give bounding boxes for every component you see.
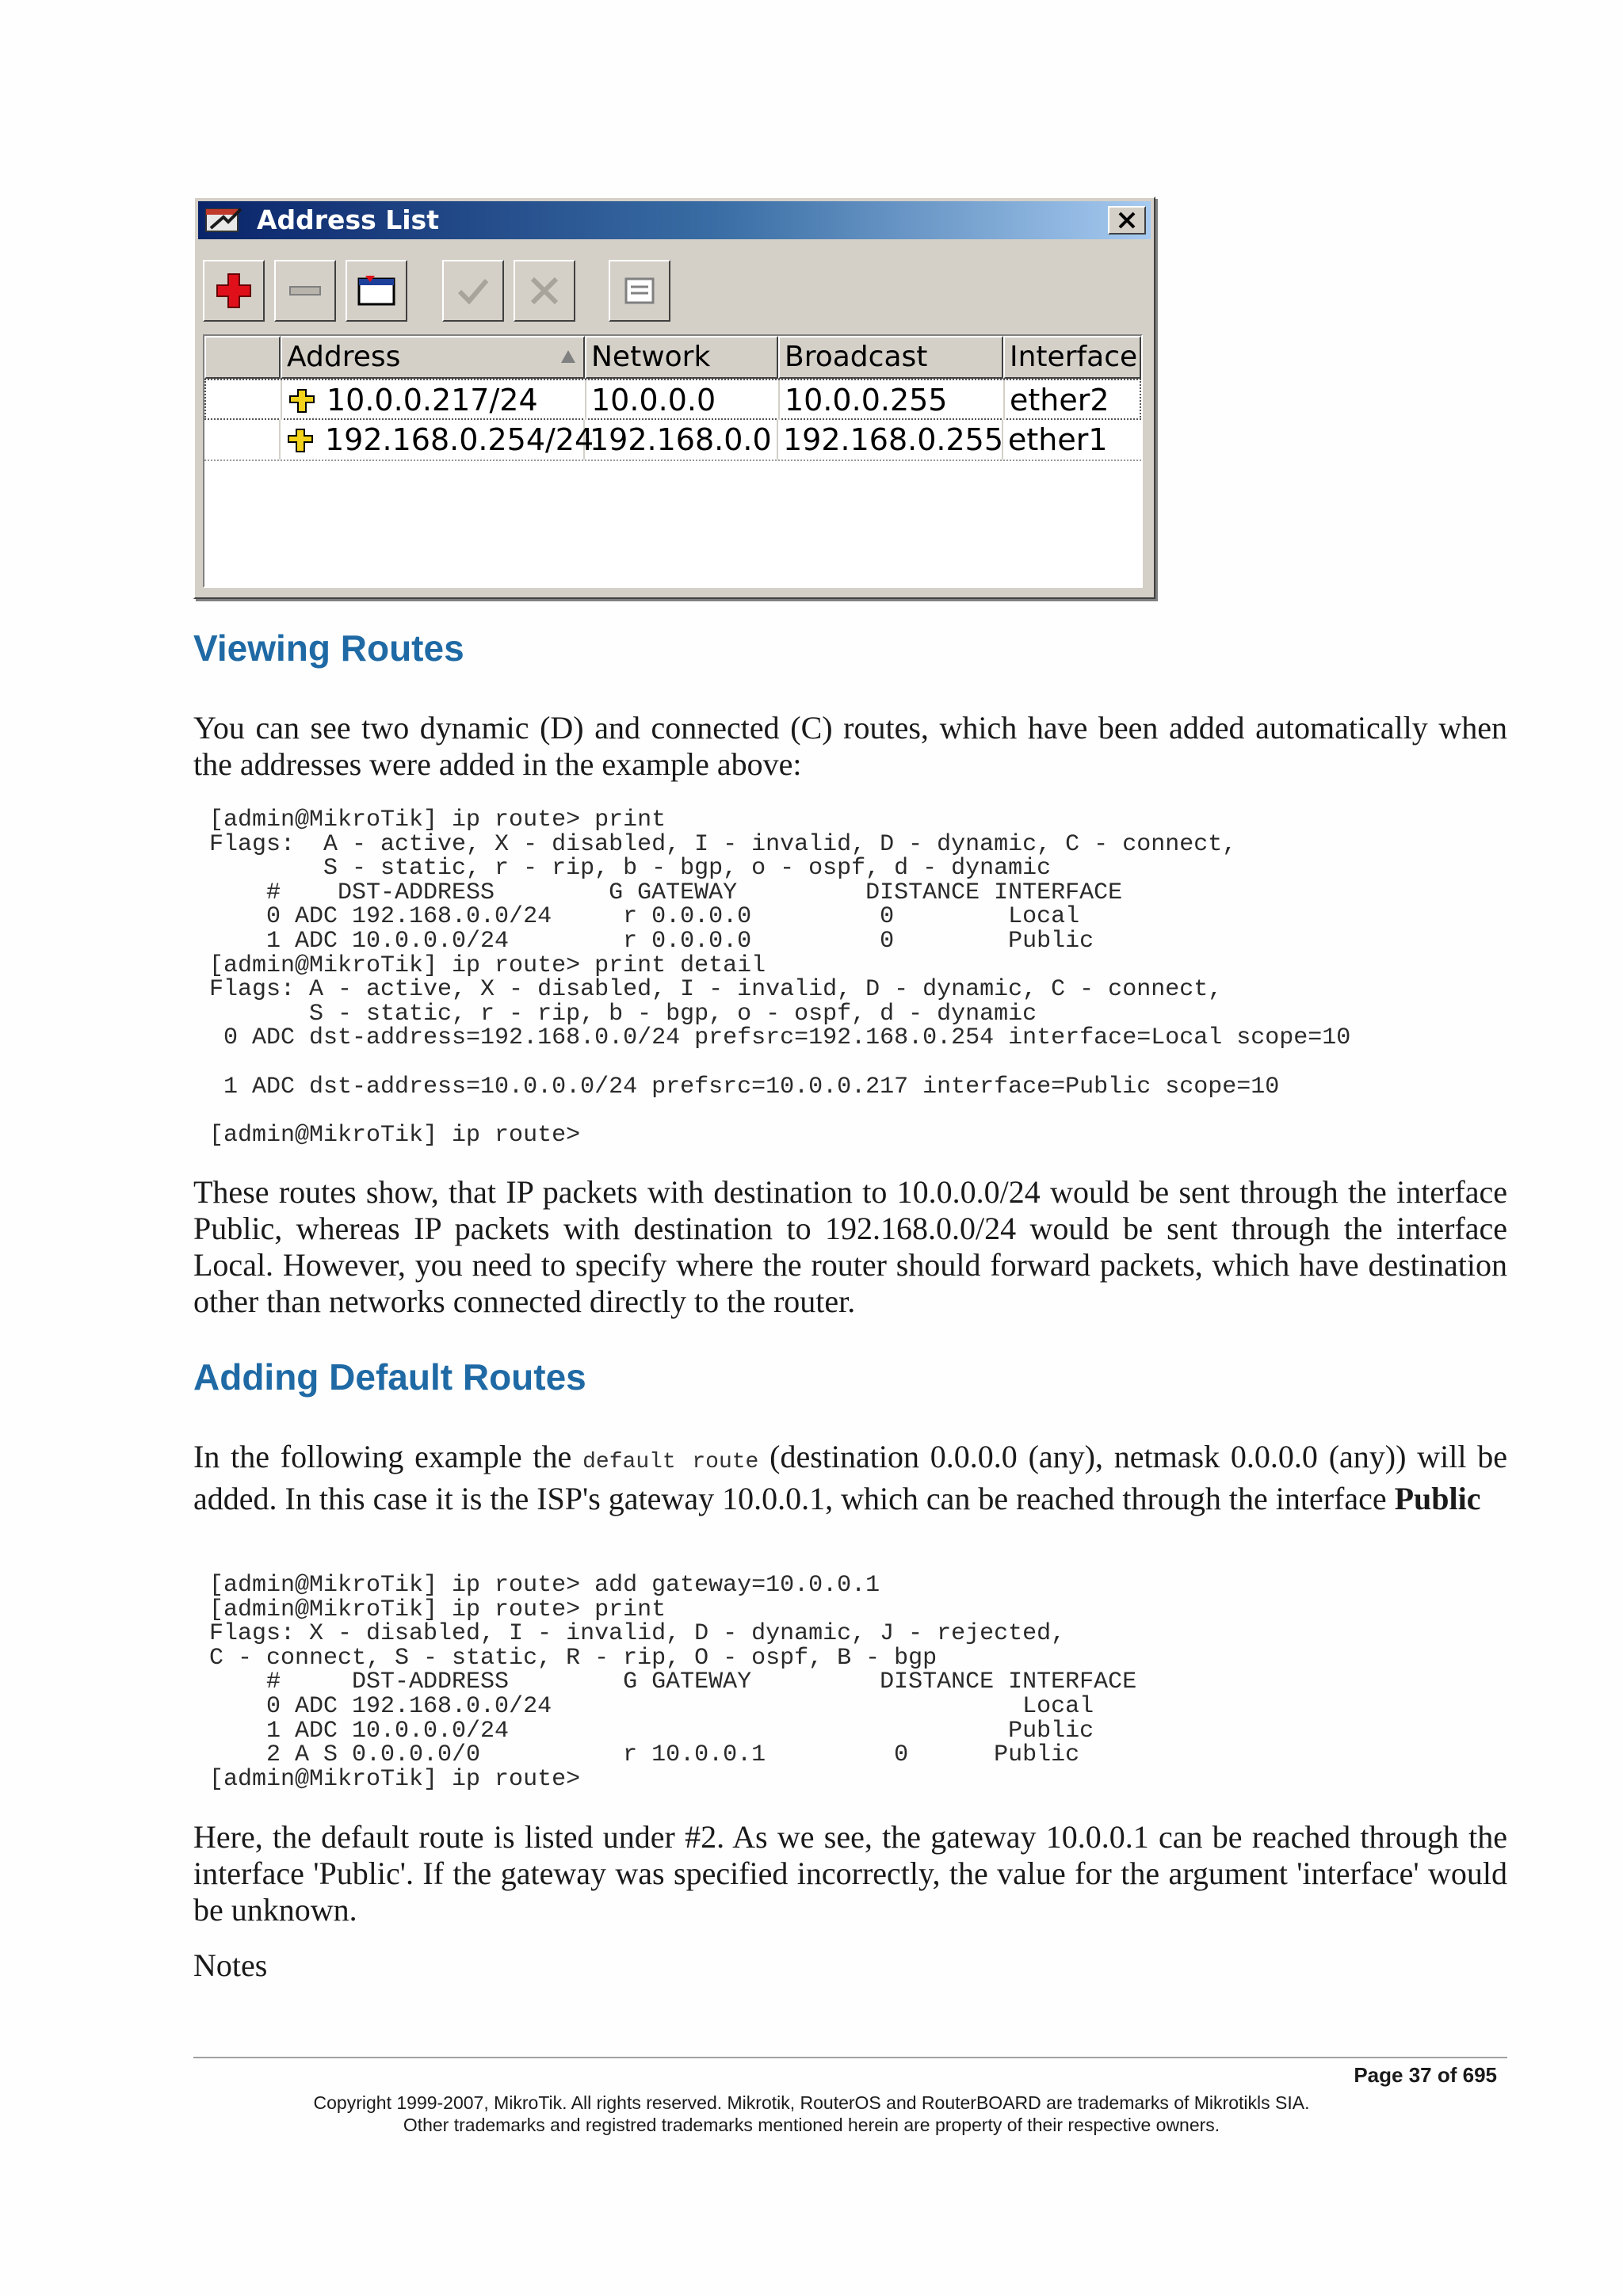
column-label: Interface (1010, 341, 1138, 373)
column-header-broadcast[interactable] (778, 336, 1003, 379)
winbox-app-icon (204, 206, 246, 235)
check-icon (453, 271, 493, 311)
address-cell (281, 420, 594, 460)
text-run: (destination 0.0.0.0 (any), netmask 0.0.0.0 (any)) will be added. In this case it is the ISP's gateway 10.0.0.1, which can be reached through the interface (193, 1439, 1508, 1516)
section-heading-adding-default-routes: Adding Default Routes (193, 1356, 586, 1398)
apply-button[interactable] (442, 260, 504, 322)
paragraph-default-route-listed: Here, the default route is listed under #2. As we see, the gateway 10.0.0.1 can be reached through the interface 'Public'. If the gateway was specified incorrectly, the value for the argument 'interface' would be unknown. (193, 1819, 1507, 1928)
broadcast-cell: 192.168.0.255 (778, 420, 1003, 460)
text-run: In the following example the (193, 1439, 583, 1474)
copyright-line-1: Copyright 1999-2007, MikroTik. All rights reserved. Mikrotik, RouterOS and RouterBOARD are trademarks of Mikrotikls SIA. (313, 2092, 1310, 2113)
network-cell: 10.0.0.0 (586, 380, 780, 420)
paragraph-routes-explained: These routes show, that IP packets with destination to 10.0.0.0/24 would be sent through the interface Public, whereas IP packets with destination to 192.168.0.0/24 would be sent through the interface Local. However, you need to specify where the router should forward packets, which have destination other than networks connected directly to the router. (193, 1174, 1507, 1319)
network-cell: 192.168.0.0 (585, 420, 778, 460)
column-header-address[interactable] (281, 336, 585, 379)
table-row[interactable] (204, 379, 1141, 420)
cross-icon (525, 271, 564, 311)
remove-icon (285, 271, 325, 311)
enable-button[interactable] (346, 260, 407, 322)
address-table (203, 334, 1143, 588)
broadcast-cell: 10.0.0.255 (780, 380, 1005, 420)
column-header-flags[interactable] (204, 336, 281, 379)
address-text: 10.0.0.217/24 (327, 383, 538, 418)
window-title: Address List (257, 204, 439, 235)
footer-divider (193, 2057, 1507, 2058)
address-list-window (193, 196, 1155, 599)
row-flags-cell (204, 420, 281, 460)
comment-icon (620, 271, 659, 311)
paragraph-intro: You can see two dynamic (D) and connected (C) routes, which have been added automatically when the addresses were added in the example above: (193, 710, 1507, 782)
interface-cell: ether2 (1010, 383, 1109, 418)
page-number: Page 37 of 695 (1354, 2063, 1497, 2087)
code-block-print: [admin@MikroTik] ip route> print Flags: A - active, X - disabled, I - invalid, D - dynamic, C - connect, S - static, r - rip, b - bgp, o - ospf, d - dynamic # DST-ADDRESS G GATEWAY DISTANCE INTERFACE 0 ADC 192.168.0.0/24 r 0.0.0.0 0 Local 1 ADC 10.0.0.0/24 r 0.0.0.0 0 Public [admin@MikroTik] ip route> print detail Flags: A - active, X - disabled, I - invalid, D - dynamic, C - connect, S - static, r - rip, b - bgp, o - ospf, d - dynamic 0 ADC dst-address=192.168.0.0/24 prefsrc=192.168.0.254 interface=Local scope=10 1 ADC dst-address=10.0.0.0/24 prefsrc=10.0.0.217 interface=Public scope=10 [admin@MikroTik] ip route> (209, 807, 1351, 1149)
code-block-add-gateway: [admin@MikroTik] ip route> add gateway=10.0.0.1 [admin@MikroTik] ip route> print Flags: X - disabled, I - invalid, D - dynamic, J - rejected, C - connect, S - static, R - rip, O - ospf, B - bgp # DST-ADDRESS G GATEWAY DISTANCE INTERFACE 0 ADC 192.168.0.0/24 Local 1 ADC 10.0.0.0/24 Public 2 A S 0.0.0.0/0 r 10.0.0.1 0 Public [admin@MikroTik] ip route> (209, 1572, 1137, 1793)
sort-ascending-icon (561, 350, 575, 363)
interface-cell: ether1 (1008, 422, 1108, 457)
remove-button[interactable] (274, 260, 336, 322)
column-header-network[interactable] (585, 336, 778, 379)
paragraph-default-route (193, 1439, 1507, 1517)
column-header-interface[interactable] (1003, 336, 1141, 379)
close-icon (1117, 212, 1137, 229)
add-button[interactable] (203, 260, 265, 322)
table-header (204, 336, 1141, 379)
cancel-button[interactable] (514, 260, 575, 322)
column-label: Address (287, 341, 401, 373)
comment-button[interactable] (609, 260, 670, 322)
copyright-line-2: Other trademarks and registred trademarks mentioned herein are property of their respective owners. (403, 2115, 1220, 2135)
add-icon (214, 271, 254, 311)
inline-code: default route (582, 1450, 759, 1474)
address-icon (288, 388, 315, 414)
address-cell (282, 380, 586, 420)
row-flags-cell (206, 380, 282, 420)
close-button[interactable] (1108, 206, 1146, 235)
bold-text: Public (1394, 1481, 1481, 1516)
enable-icon (354, 271, 399, 311)
notes-label: Notes (193, 1947, 268, 1983)
window-titlebar[interactable] (198, 201, 1151, 239)
column-label: Broadcast (785, 341, 928, 373)
address-text: 192.168.0.254/24 (325, 422, 594, 457)
section-heading-viewing-routes: Viewing Routes (193, 627, 464, 669)
address-icon (287, 428, 314, 453)
table-row[interactable] (204, 420, 1141, 461)
column-label: Network (591, 341, 711, 373)
